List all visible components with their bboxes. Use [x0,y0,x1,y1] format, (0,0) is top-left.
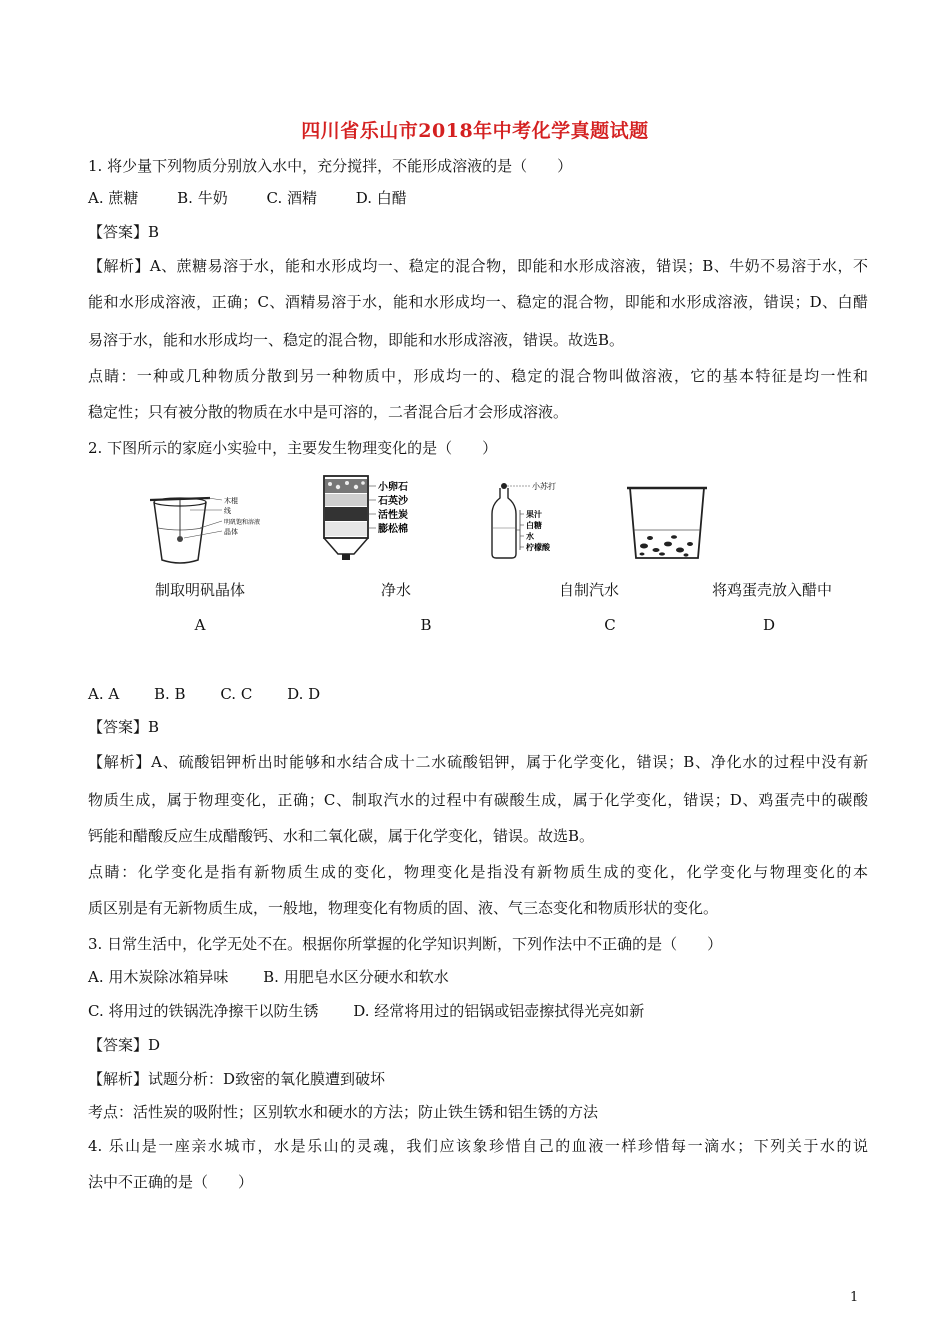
figure-d-caption: 将鸡蛋壳放入醋中 [711,581,832,599]
q1-analysis-line: 能和水形成溶液，正确；C、酒精易溶于水，能和水形成均一、稳定的混合物，即能和水形成溶液，错误；D、白醋 [88,293,868,311]
q1-stem: 1. 将少量下列物质分别放入水中，充分搅拌，不能形成溶液的是（ ） [88,157,573,175]
figure-c-caption: 自制汽水 [558,581,619,599]
q3-option-a: A. 用木炭除冰箱异味 [88,968,229,986]
figure-b-label: 膨松棉 [378,524,408,535]
q3-option-b: B. 用肥皂水区分硬水和软水 [263,968,449,986]
q3-option-d: D. 经常将用过的铝锅或铝壶擦拭得光亮如新 [353,1002,645,1020]
q1-analysis-line: 【解析】A、蔗糖易溶于水，能和水形成均一、稳定的混合物，即能和水形成溶液，错误；B、牛奶不易溶于水，不 [88,257,868,275]
q2-option-d: D. D [287,685,321,703]
q2-tip-line: 点睛：化学变化是指有新物质生成的变化，物理变化是指没有新物质生成的变化，化学变化与物理变化的本 [88,863,868,881]
q1-analysis-line: 易溶于水，能和水形成均一、稳定的混合物，即能和水形成溶液，错误。故选B。 [88,331,625,349]
q3-answer: 【答案】D [88,1036,161,1054]
q2-analysis-line: 【解析】A、硫酸铝钾析出时能够和水结合成十二水硫酸铝钾，属于化学变化，错误；B、净化水的过程中没有新 [88,753,868,771]
figure-b-caption: 净水 [380,581,411,599]
q2-option-b: B. B [153,685,186,703]
figure-b-label: 小卵石 [378,482,408,493]
figure-c-soda-bottle [486,480,596,562]
q4-stem-line: 法中不正确的是（ ） [88,1173,254,1191]
q1-option-d: D. 白醋 [355,189,407,207]
figure-c-label: 果汁 [526,509,542,519]
figure-c-label: 水 [526,531,534,541]
figure-a-label: 线 [224,507,231,515]
figure-a-label: 晶体 [224,528,238,536]
q3-stem: 3. 日常生活中，化学无处不在。根据你所掌握的化学知识判断，下列作法中不正确的是（ ） [88,935,723,953]
q2-option-c: C. C [220,685,253,703]
figure-d-letter: D [762,616,776,634]
q1-option-a: A. 蔗糖 [88,189,139,207]
q1-options [88,188,868,208]
figure-c-label: 白糖 [526,520,542,530]
q2-options [88,684,868,704]
q3-analysis: 【解析】试题分析：D致密的氧化膜遭到破坏 [88,1070,386,1088]
figure-a-caption: 制取明矾晶体 [154,581,245,599]
q1-tip-line: 稳定性；只有被分散的物质在水中是可溶的，二者混合后才会形成溶液。 [88,403,569,421]
figure-a-label: 木棍 [224,497,238,505]
q3-options-row1 [88,967,868,987]
figure-b-water-purifier [318,474,428,562]
figure-b-letter: B [420,616,432,634]
figure-a-letter: A [194,616,206,634]
page-number: 1 [850,1290,859,1305]
q2-stem: 2. 下图所示的家庭小实验中，主要发生物理变化的是（ ） [88,439,498,457]
q4-stem-line: 4. 乐山是一座亲水城市，水是乐山的灵魂，我们应该象珍惜自己的血液一样珍惜每一滴水；下列关于水的说 [88,1137,868,1155]
figure-a-label: 明矾饱和溶液 [224,519,260,526]
figure-c-label: 小苏打 [532,482,556,491]
q1-option-b: B. 牛奶 [177,189,228,207]
q3-options-row2 [88,1001,868,1021]
q1-tip-line: 点睛：一种或几种物质分散到另一种物质中，形成均一的、稳定的混合物叫做溶液，它的基本特征是均一性和 [88,367,868,385]
q1-answer: 【答案】B [88,223,160,241]
q2-tip-line: 质区别是有无新物质生成，一般地，物理变化有物质的固、液、气三态变化和物质形状的变化。 [88,899,719,917]
q2-analysis-line: 钙能和醋酸反应生成醋酸钙、水和二氧化碳，属于化学变化，错误。故选B。 [88,827,595,845]
figure-c-letter: C [604,616,616,634]
figure-b-label: 石英沙 [378,496,408,507]
q3-option-c: C. 将用过的铁锅洗净擦干以防生锈 [88,1002,319,1020]
q2-option-a: A. A [88,685,120,703]
page-title: 四川省乐山市2018年中考化学真题试题 [301,120,649,142]
q1-option-c: C. 酒精 [266,189,317,207]
figure-d-eggshell-vinegar [622,480,712,562]
figure-b-label: 活性炭 [378,510,408,521]
q2-analysis-line: 物质生成，属于物理变化，正确；C、制取汽水的过程中有碳酸生成，属于化学变化，错误；D、鸡蛋壳中的碳酸 [88,791,868,809]
figure-c-label: 柠檬酸 [526,542,550,552]
figure-a-alum-crystal [150,488,260,568]
q3-point: 考点：活性炭的吸附性；区别软水和硬水的方法；防止铁生锈和铝生锈的方法 [88,1103,599,1121]
q2-answer: 【答案】B [88,718,160,736]
